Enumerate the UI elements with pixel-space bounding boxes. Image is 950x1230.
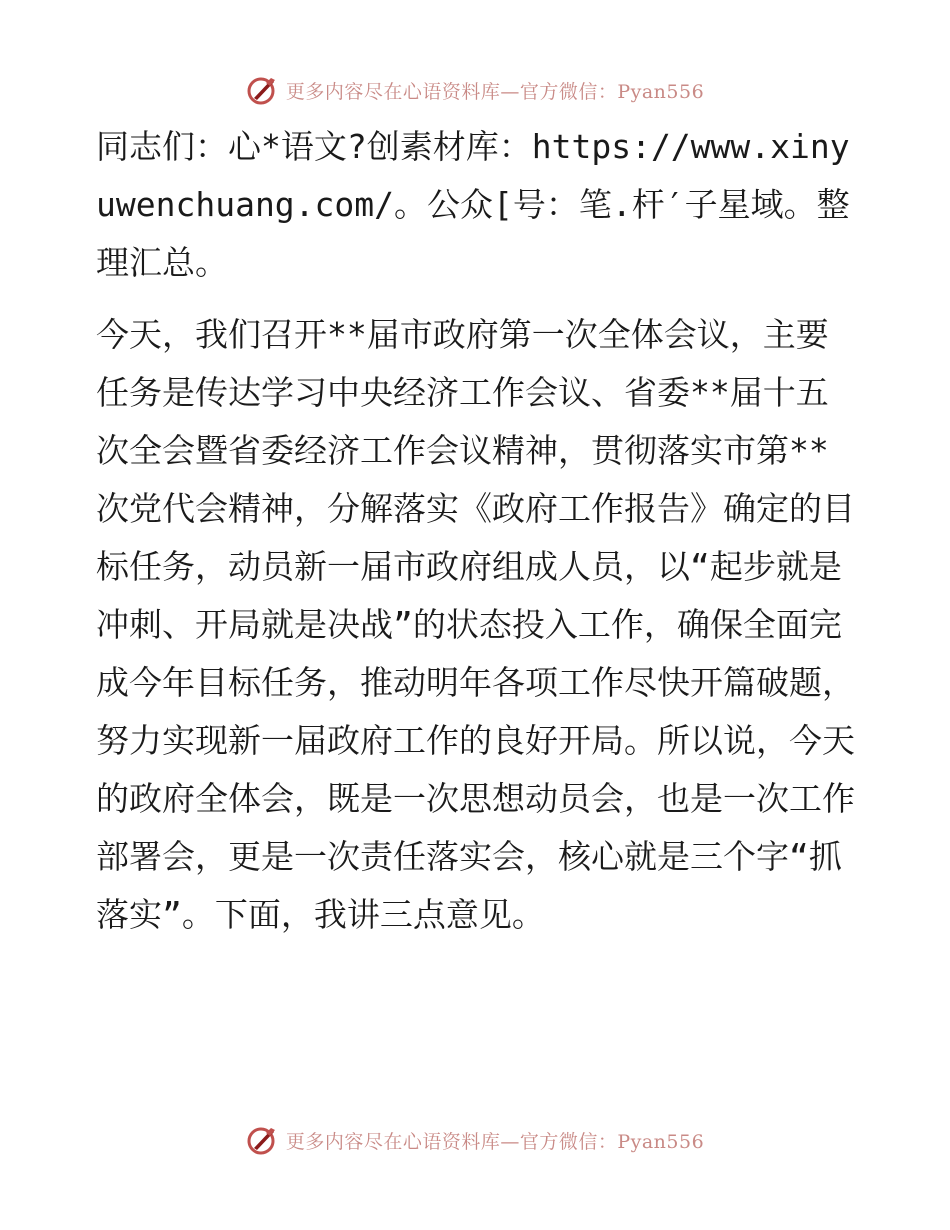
watermark-text: 更多内容尽在心语资料库—官方微信：Pyan556 xyxy=(285,80,705,103)
feather-pen-logo-icon xyxy=(246,1124,278,1156)
paragraph-greeting: 同志们：心*语文?创素材库：https://www.xinyuwenchuang.com/。公众[号：笔.杆′子星域。整理汇总。 xyxy=(96,127,850,282)
paragraph-main: 今天，我们召开**届市政府第一次全体会议，主要任务是传达学习中央经济工作会议、省委**届十五次全会暨省委经济工作会议精神，贯彻落实市第**次党代会精神，分解落实《政府工作报告》确定的目标任务，动员新一届市政府组成人员，以“起步就是冲刺、开局就是决战”的状态投入工作，确保全面完成今年目标任务，推动明年各项工作尽快开篇破题，努力实现新一届政府工作的良好开局。所以说，今天的政府全体会，既是一次思想动员会，也是一次工作部署会，更是一次责任落实会，核心就是三个字“抓落实”。下面，我讲三点意见。 xyxy=(96,315,855,934)
watermark-text: 更多内容尽在心语资料库—官方微信：Pyan556 xyxy=(285,1130,705,1153)
header-watermark-banner xyxy=(0,70,950,110)
document-body xyxy=(96,118,856,944)
footer-watermark-banner xyxy=(0,1120,950,1160)
feather-pen-logo-icon xyxy=(246,74,278,106)
